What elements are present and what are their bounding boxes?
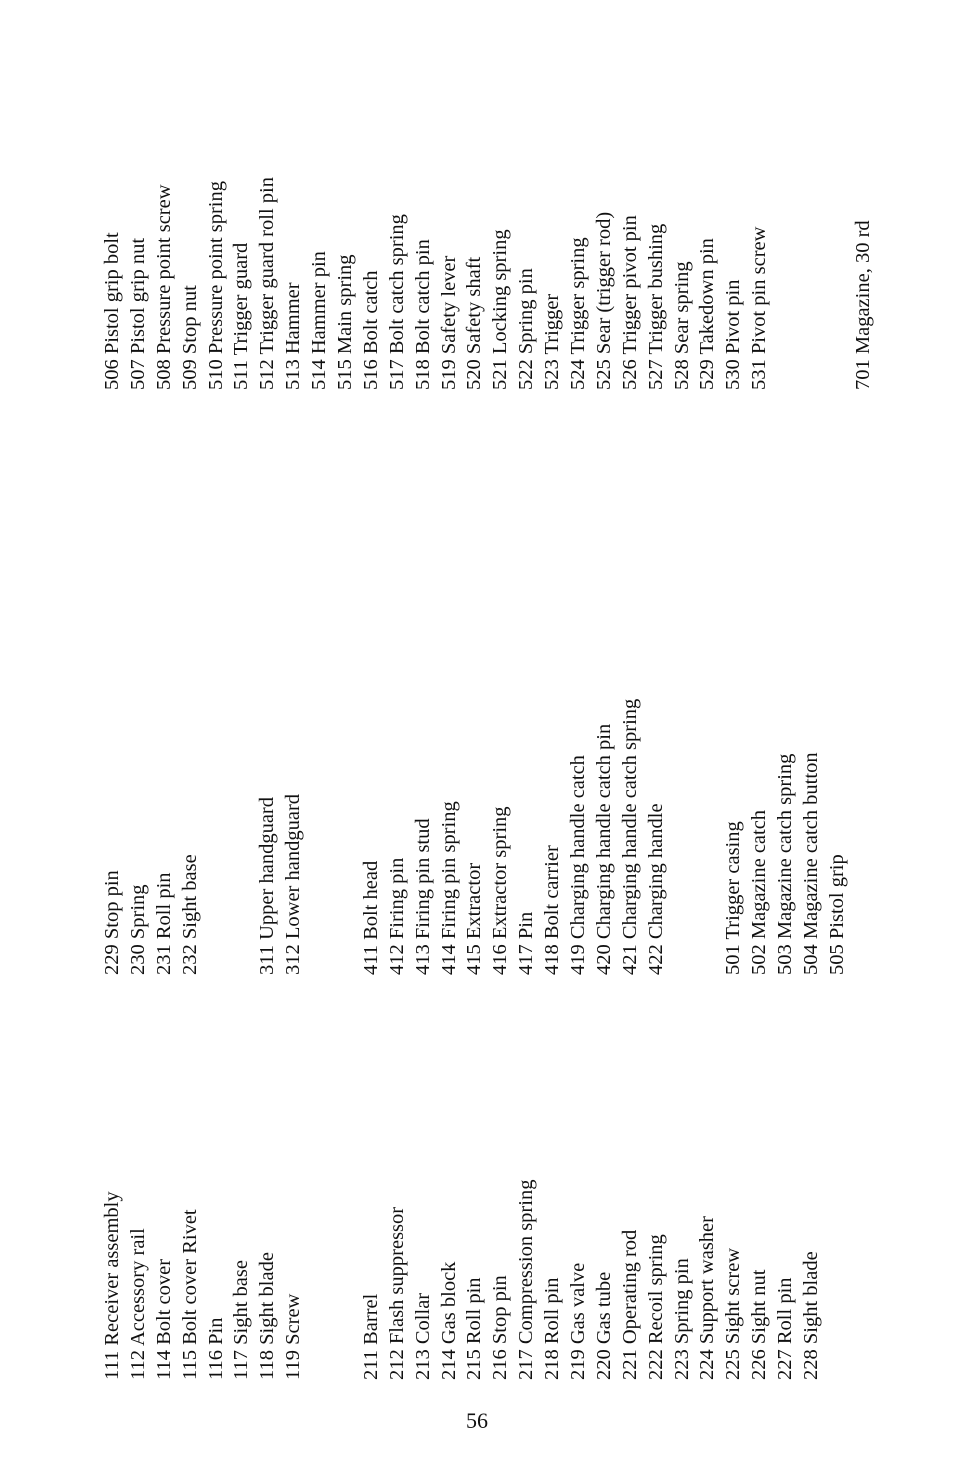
part-item: 216 Stop pin (489, 1275, 512, 1380)
part-item: 221 Operating rod (618, 1229, 641, 1380)
parts-column-1 (100, 1180, 825, 1380)
part-item: 219 Gas valve (567, 1262, 590, 1380)
page-number: 56 (466, 1408, 488, 1433)
part-item: 420 Charging handle catch pin (592, 723, 615, 975)
part-item: 531 Pivot pin screw (748, 226, 771, 390)
part-item: 523 Trigger (541, 293, 564, 390)
part-item: 231 Roll pin (152, 872, 175, 975)
part-item: 118 Sight blade (256, 1252, 279, 1380)
part-item: 514 Hammer pin (308, 251, 331, 390)
part-item: 527 Trigger bushing (644, 223, 667, 390)
part-item: 506 Pistol grip bolt (101, 232, 123, 390)
part-item: 504 Magazine catch button (800, 752, 823, 975)
part-item: 227 Roll pin (774, 1277, 797, 1380)
part-item: 508 Pressure point screw (152, 184, 175, 390)
part-item: 519 Safety lever (437, 255, 460, 390)
part-item: 224 Support washer (696, 1216, 719, 1380)
part-item: 513 Hammer (282, 282, 305, 390)
blank-line (773, 177, 799, 390)
part-item: 517 Bolt catch spring (385, 214, 408, 390)
part-item: 114 Bolt cover (152, 1258, 175, 1380)
part-item: 501 Trigger casing (722, 821, 745, 975)
part-item: 112 Accessory rail (126, 1228, 149, 1380)
part-item: 520 Safety shaft (463, 256, 486, 390)
part-item: 226 Sight nut (748, 1269, 771, 1380)
part-item: 213 Collar (411, 1292, 434, 1380)
part-item: 516 Bolt catch (359, 270, 382, 390)
blank-line (333, 699, 359, 975)
blank-line (799, 177, 825, 390)
parts-list-rotated (100, 177, 874, 1380)
part-item: 211 Barrel (359, 1293, 382, 1380)
part-item: 117 Sight base (230, 1260, 253, 1380)
part-item: 232 Sight base (178, 854, 201, 975)
part-item: 515 Main spring (334, 254, 357, 390)
part-item: 220 Gas tube (592, 1271, 615, 1380)
part-item: 115 Bolt cover Rivet (178, 1209, 201, 1380)
part-item: 229 Stop pin (101, 870, 123, 975)
blank-line (204, 699, 230, 975)
part-item: 312 Lower handguard (282, 793, 305, 975)
part-item: 522 Spring pin (515, 268, 538, 390)
part-item: 228 Sight blade (800, 1251, 823, 1380)
part-item: 421 Charging handle catch spring (618, 698, 641, 975)
part-item: 222 Recoil spring (644, 1234, 667, 1380)
part-item: 119 Screw (282, 1293, 305, 1380)
part-item: 116 Pin (204, 1317, 227, 1380)
part-item: 416 Extractor spring (489, 806, 512, 975)
part-item: 215 Roll pin (463, 1277, 486, 1380)
part-item: 223 Spring pin (670, 1258, 693, 1380)
part-item: 311 Upper handguard (256, 797, 279, 975)
part-item: 230 Spring (126, 884, 149, 975)
part-item: 413 Firing pin stud (411, 818, 434, 975)
part-item: 214 Gas block (437, 1261, 460, 1380)
part-item: 503 Magazine catch spring (774, 753, 797, 975)
part-item: 111 Receiver assembly (101, 1191, 123, 1380)
part-item: 418 Bolt carrier (541, 845, 564, 975)
part-item: 411 Bolt head (359, 860, 382, 975)
blank-line (670, 699, 696, 975)
part-item: 225 Sight screw (722, 1247, 745, 1380)
part-item: 419 Charging handle catch (567, 755, 590, 975)
parts-column-2 (100, 699, 851, 975)
part-item: 528 Sear spring (670, 261, 693, 390)
part-item: 521 Locking spring (489, 229, 512, 390)
part-item: 512 Trigger guard roll pin (256, 177, 279, 390)
blank-line (825, 177, 851, 390)
part-item: 422 Charging handle (644, 803, 667, 975)
part-item: 412 Firing pin (385, 857, 408, 975)
blank-line (695, 699, 721, 975)
part-item: 505 Pistol grip (825, 854, 848, 975)
part-item: 507 Pistol grip nut (126, 237, 149, 390)
part-item: 510 Pressure point spring (204, 181, 227, 390)
part-item: 525 Sear (trigger rod) (592, 211, 615, 390)
parts-column-3 (100, 177, 877, 390)
part-item: 417 Pin (515, 911, 538, 975)
part-item: 502 Magazine catch (748, 809, 771, 975)
part-item: 529 Takedown pin (696, 238, 719, 390)
part-item: 212 Flash suppressor (385, 1206, 408, 1380)
part-item: 218 Roll pin (541, 1277, 564, 1380)
part-item: 415 Extractor (463, 862, 486, 975)
blank-line (229, 699, 255, 975)
blank-line (307, 699, 333, 975)
part-item: 524 Trigger spring (567, 237, 590, 390)
part-item: 701 Magazine, 30 rd (851, 220, 874, 390)
part-item: 217 Compression spring (515, 1179, 538, 1380)
blank-line (333, 1180, 359, 1380)
part-item: 511 Trigger guard (230, 242, 253, 390)
part-item: 526 Trigger pivot pin (618, 215, 641, 390)
part-item: 414 Firing pin spring (437, 801, 460, 975)
part-item: 530 Pivot pin (722, 279, 745, 390)
part-item: 509 Stop nut (178, 285, 201, 390)
part-item: 518 Bolt catch pin (411, 239, 434, 390)
blank-line (307, 1180, 333, 1380)
